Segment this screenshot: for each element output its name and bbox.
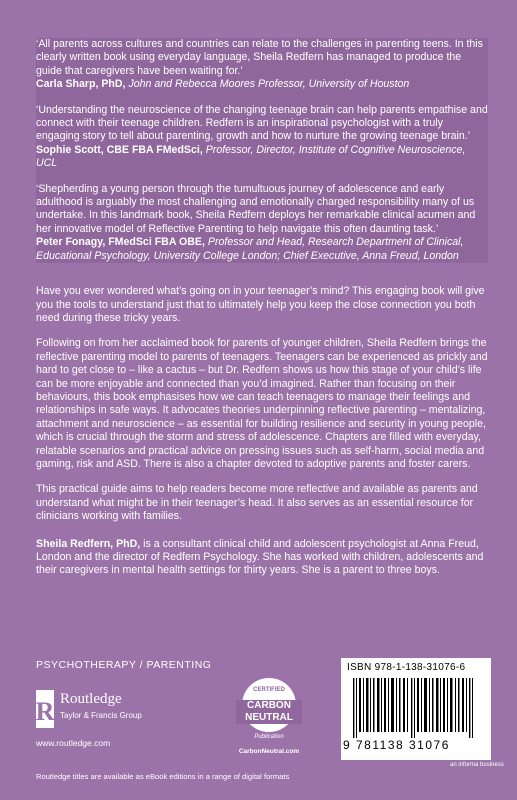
- endorsement-text: ‘Shepherding a young person through the tumultuous journey of adolescence and early adulthood is arguably the most challenging and emotionally charged responsibility many of us undertake. In this landmark book, Sheila Redfern deploys her remarkable clinical acumen and her innovative model of Reflective Parenting to help navigate this often daunting task.’: [36, 182, 476, 235]
- carbon-certified-label: CERTIFIED: [253, 687, 285, 693]
- endorsement-name: Sophie Scott, CBE FBA FMedSci,: [36, 143, 203, 156]
- endorsement-role: Professor, Director, Institute of Cognitive Neuroscience, UCL: [36, 143, 466, 170]
- subject-category: PSYCHOTHERAPY / PARENTING: [36, 659, 212, 671]
- carbon-url: CarbonNeutral.com: [238, 748, 300, 755]
- blurb-paragraph-2: Following on from her acclaimed book for parents of younger children, Sheila Redfern brings the reflective parenting model to parents of teenagers. Teenagers can be experienced as prickly and hard to get close to – like a cactus – but Dr. Redfern shows us how this stage of your child’s life can be more enjoyable and connected than you’d imagined. Rather than focusing on their behaviours, this book emphasises how we can teach teenagers to manage their feelings and relationships in safe ways. It advocates theories underpinning reflective parenting – mentalizing, attachment and neuroscience – as essential for building resilience and security in young people, which is crucial through the storm and stress of adolescence. Chapters are filled with everyday, relatable scenarios and practical advice on pressing issues such as self-harm, social media and gaming, risk and ASD. There is also a chapter devoted to adoptive parents and foster carers.: [36, 337, 488, 470]
- publisher-group: Taylor & Francis Group: [60, 711, 142, 720]
- endorsement-2: [36, 104, 488, 171]
- author-name: Sheila Redfern, PhD,: [36, 537, 141, 550]
- author-bio-text: is a consultant clinical child and adolescent psychologist at Anna Freud, London and the director of Redfern Psychology. She has worked with children, adolescents and their caregivers in mental health settings for thirty years. She is a parent to three boys.: [36, 537, 484, 577]
- isbn-label: ISBN 978-1-138-31076-6: [347, 662, 466, 673]
- carbon-neutral-label: CARBON NEUTRAL: [236, 700, 302, 724]
- informa-tagline: an informa business: [450, 762, 504, 768]
- endorsement-text: ‘All parents across cultures and countries can relate to the challenges in parenting teens. In this clearly written book using everyday language, Sheila Redfern has managed to produce the guide that caregivers have been waiting for.’: [36, 38, 483, 77]
- endorsement-name: Carla Sharp, PhD,: [36, 78, 126, 91]
- endorsement-name: Peter Fonagy, FMedSci FBA OBE,: [36, 236, 205, 249]
- publisher-url: www.routledge.com: [36, 738, 111, 748]
- carbon-neutral-badge: [222, 678, 314, 763]
- publisher-logo: [36, 690, 236, 750]
- endorsement-1: [36, 38, 488, 92]
- endorsement-role: John and Rebecca Moores Professor, University of Houston: [128, 78, 410, 91]
- svg-text:R: R: [36, 697, 54, 726]
- endorsement-3: [36, 183, 488, 263]
- carbon-publication-label: Publication: [254, 734, 284, 740]
- endorsement-role: Professor and Head, Research Department of Clinical, Educational Psychology, University College London; Chief Executive, Anna Freud, London: [36, 236, 464, 262]
- isbn-barcode: [341, 658, 491, 760]
- publisher-name: Routledge: [60, 691, 122, 707]
- blurb-paragraph-1: Have you ever wondered what’s going on in your teenager’s mind? This engaging book will give you the tools to understand just that to ultimately help you keep the close connection you both need during these tricky years.: [36, 285, 485, 324]
- barcode-icon: [349, 678, 483, 740]
- blurb-paragraph-3: This practical guide aims to help readers become more reflective and available as parents and understand what might be in their teenager’s head. It also serves as an essential resource for clinicians working with families.: [36, 483, 478, 523]
- content-column: [36, 38, 488, 578]
- routledge-mark-icon: [36, 690, 54, 728]
- barcode-digits: 9 781138 31076: [343, 738, 450, 752]
- ebook-footnote: Routledge titles are available as eBook editions in a range of digital formats: [36, 772, 290, 781]
- endorsements: [36, 38, 488, 263]
- author-bio: [36, 538, 488, 578]
- endorsement-text: ‘Understanding the neuroscience of the changing teenage brain can help parents empathise and connect with their teenage children. Redfern is an inspirational psychologist with a truly engaging story to tell about parenting, growth and how to nurture the growing teenage brain.’: [36, 103, 488, 143]
